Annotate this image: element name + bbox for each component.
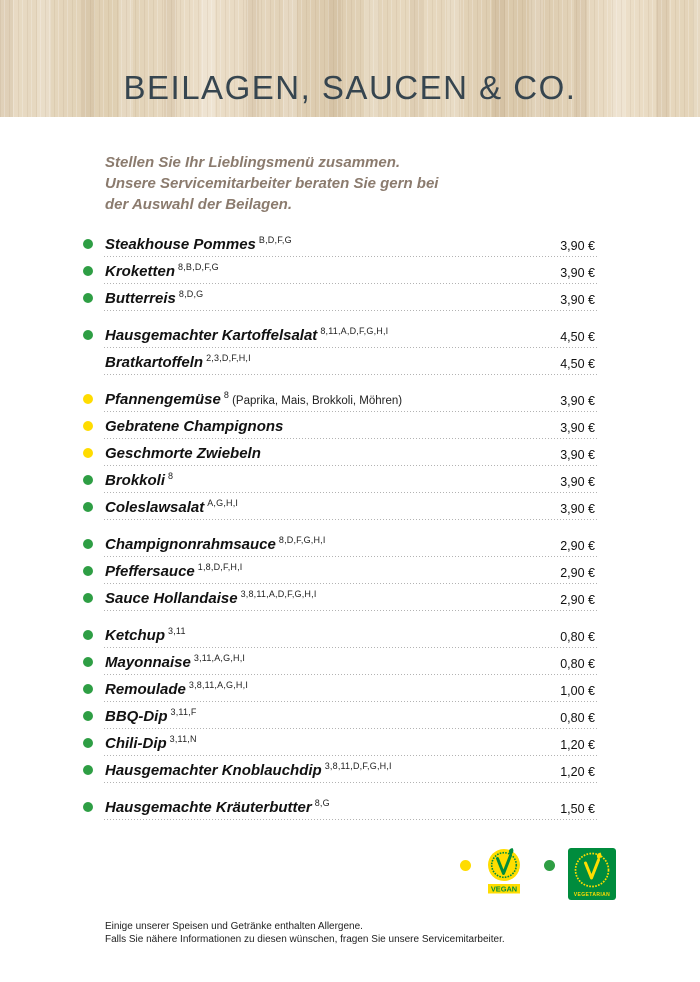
item-price: 1,00 € bbox=[560, 684, 595, 698]
vegan-badge-label: VEGAN bbox=[490, 884, 518, 894]
item-name: Ketchup bbox=[105, 627, 165, 644]
menu-item-row bbox=[0, 414, 700, 441]
item-name: Chili-Dip bbox=[105, 735, 167, 752]
dotted-leader bbox=[104, 818, 598, 820]
allergen-superscript: 3,11 bbox=[168, 626, 186, 636]
allergen-superscript: A,G,H,I bbox=[207, 498, 239, 508]
diet-dot-icon bbox=[83, 657, 93, 667]
menu-item-row bbox=[0, 559, 700, 586]
item-name: Butterreis bbox=[105, 290, 176, 307]
dotted-leader bbox=[104, 673, 598, 675]
item-name: Brokkoli bbox=[105, 472, 166, 489]
menu-item-row bbox=[0, 677, 700, 704]
dotted-leader bbox=[104, 609, 598, 611]
dotted-leader bbox=[104, 410, 598, 412]
item-name: Bratkartoffeln bbox=[105, 354, 204, 371]
menu-item-row bbox=[0, 387, 700, 414]
intro-text bbox=[105, 152, 438, 215]
intro-line: Unsere Servicemitarbeiter beraten Sie gern bei bbox=[105, 175, 439, 192]
diet-dot-icon bbox=[83, 266, 93, 276]
menu-item-row bbox=[0, 650, 700, 677]
diet-dot-icon bbox=[83, 239, 93, 249]
page-header bbox=[0, 0, 700, 117]
item-name: Mayonnaise bbox=[105, 654, 191, 671]
menu-item-row bbox=[0, 758, 700, 785]
item-name: Sauce Hollandaise bbox=[105, 590, 238, 607]
item-name: Gebratene Champignons bbox=[105, 418, 284, 435]
diet-dot-icon bbox=[83, 593, 93, 603]
menu-item-row bbox=[0, 586, 700, 613]
diet-dot-icon bbox=[83, 475, 93, 485]
item-name: Hausgemachter Knoblauchdip bbox=[105, 762, 322, 779]
diet-dot-icon bbox=[83, 711, 93, 721]
intro-line: der Auswahl der Beilagen. bbox=[105, 196, 292, 213]
allergen-superscript: 8,D,F,G,H,I bbox=[278, 535, 326, 545]
allergen-superscript: 3,8,11,A,D,F,G,H,I bbox=[240, 589, 317, 599]
allergen-superscript: 3,11,N bbox=[169, 734, 197, 744]
item-price: 3,90 € bbox=[560, 266, 595, 280]
diet-dot-icon bbox=[83, 566, 93, 576]
dotted-leader bbox=[104, 754, 598, 756]
vegetarian-dot-icon bbox=[544, 860, 555, 871]
dotted-leader bbox=[104, 255, 598, 257]
allergen-superscript: 3,8,11,A,G,H,I bbox=[188, 680, 249, 690]
item-price: 0,80 € bbox=[560, 711, 595, 725]
item-price: 3,90 € bbox=[560, 293, 595, 307]
menu-group bbox=[0, 387, 700, 522]
allergen-superscript: 8,B,D,F,G bbox=[178, 262, 219, 272]
allergen-superscript: 8,G bbox=[314, 798, 330, 808]
menu-item-row bbox=[0, 623, 700, 650]
diet-dot-icon bbox=[83, 502, 93, 512]
menu-item-row bbox=[0, 532, 700, 559]
item-name: Kroketten bbox=[105, 263, 176, 280]
allergen-superscript: 3,11,F bbox=[170, 707, 197, 717]
dotted-leader bbox=[104, 781, 598, 783]
item-price: 4,50 € bbox=[560, 357, 595, 371]
allergen-superscript: 8,11,A,D,F,G,H,I bbox=[320, 326, 389, 336]
menu-group bbox=[0, 795, 700, 822]
diet-dot-icon bbox=[83, 330, 93, 340]
allergen-superscript: 2,3,D,F,H,I bbox=[206, 353, 251, 363]
diet-dot-icon bbox=[83, 448, 93, 458]
dotted-leader bbox=[104, 437, 598, 439]
menu-item-row bbox=[0, 350, 700, 377]
vegan-dot-icon bbox=[460, 860, 471, 871]
item-price: 3,90 € bbox=[560, 475, 595, 489]
menu-group bbox=[0, 532, 700, 613]
menu-item-row bbox=[0, 323, 700, 350]
item-name: BBQ-Dip bbox=[105, 708, 168, 725]
item-name: Pfannengemüse bbox=[105, 391, 221, 408]
dotted-leader bbox=[104, 700, 598, 702]
vegetarian-badge-icon bbox=[568, 848, 616, 900]
item-price: 3,90 € bbox=[560, 421, 595, 435]
diet-dot-icon bbox=[83, 539, 93, 549]
diet-dot-icon bbox=[83, 765, 93, 775]
dotted-leader bbox=[104, 646, 598, 648]
item-name: Steakhouse Pommes bbox=[105, 236, 256, 253]
intro-line: Stellen Sie Ihr Lieblingsmenü zusammen. bbox=[105, 154, 401, 171]
menu-item-row bbox=[0, 232, 700, 259]
item-price: 1,20 € bbox=[560, 738, 595, 752]
dotted-leader bbox=[104, 555, 598, 557]
menu-item-row bbox=[0, 704, 700, 731]
item-price: 1,20 € bbox=[560, 765, 595, 779]
item-name: Hausgemachte Kräuterbutter bbox=[105, 799, 312, 816]
menu-list bbox=[0, 232, 700, 822]
diet-dot-icon bbox=[83, 738, 93, 748]
allergen-superscript: 8,D,G bbox=[178, 289, 204, 299]
item-note: (Paprika, Mais, Brokkoli, Möhren) bbox=[232, 395, 403, 407]
item-name: Remoulade bbox=[105, 681, 186, 698]
dotted-leader bbox=[104, 727, 598, 729]
dotted-leader bbox=[104, 582, 598, 584]
dotted-leader bbox=[104, 518, 598, 520]
allergen-superscript: 8 bbox=[223, 390, 230, 400]
diet-legend bbox=[460, 848, 616, 900]
allergen-superscript: 3,8,11,D,F,G,H,I bbox=[324, 761, 392, 771]
menu-item-row bbox=[0, 286, 700, 313]
allergen-footnote bbox=[105, 921, 505, 946]
menu-group bbox=[0, 323, 700, 377]
item-name: Champignonrahmsauce bbox=[105, 536, 276, 553]
menu-item-row bbox=[0, 495, 700, 522]
item-price: 4,50 € bbox=[560, 330, 595, 344]
diet-dot-icon bbox=[83, 421, 93, 431]
vegetarian-badge-label: VEGETARIAN bbox=[573, 892, 611, 899]
diet-dot-icon bbox=[83, 802, 93, 812]
diet-dot-icon bbox=[83, 630, 93, 640]
item-price: 0,80 € bbox=[560, 657, 595, 671]
item-price: 3,90 € bbox=[560, 394, 595, 408]
item-name: Hausgemachter Kartoffelsalat bbox=[105, 327, 318, 344]
vegan-badge-icon bbox=[484, 848, 524, 894]
menu-group bbox=[0, 623, 700, 785]
menu-item-row bbox=[0, 795, 700, 822]
dotted-leader bbox=[104, 282, 598, 284]
menu-item-row bbox=[0, 441, 700, 468]
item-price: 0,80 € bbox=[560, 630, 595, 644]
allergen-superscript: B,D,F,G bbox=[258, 235, 292, 245]
footnote-line: Einige unserer Speisen und Getränke enthalten Allergene. bbox=[105, 921, 363, 932]
diet-dot-icon bbox=[83, 684, 93, 694]
menu-group bbox=[0, 232, 700, 313]
allergen-superscript: 1,8,D,F,H,I bbox=[197, 562, 243, 572]
item-name: Geschmorte Zwiebeln bbox=[105, 445, 261, 462]
item-price: 1,50 € bbox=[560, 802, 595, 816]
dotted-leader bbox=[104, 346, 598, 348]
dotted-leader bbox=[104, 464, 598, 466]
allergen-superscript: 3,11,A,G,H,I bbox=[193, 653, 246, 663]
dotted-leader bbox=[104, 309, 598, 311]
item-price: 3,90 € bbox=[560, 239, 595, 253]
item-name: Pfeffersauce bbox=[105, 563, 195, 580]
item-price: 2,90 € bbox=[560, 593, 595, 607]
allergen-superscript: 8 bbox=[168, 471, 174, 481]
diet-dot-icon bbox=[83, 293, 93, 303]
page-title: BEILAGEN, SAUCEN & CO. bbox=[123, 69, 577, 106]
item-price: 3,90 € bbox=[560, 448, 595, 462]
menu-item-row bbox=[0, 259, 700, 286]
dotted-leader bbox=[104, 373, 598, 375]
diet-dot-icon bbox=[83, 394, 93, 404]
item-name: Coleslawsalat bbox=[105, 499, 205, 516]
menu-item-row bbox=[0, 731, 700, 758]
dotted-leader bbox=[104, 491, 598, 493]
item-price: 2,90 € bbox=[560, 566, 595, 580]
footnote-line: Falls Sie nähere Informationen zu diesen wünschen, fragen Sie unsere Servicemitarbeiter. bbox=[105, 933, 505, 945]
item-price: 3,90 € bbox=[560, 502, 595, 516]
menu-item-row bbox=[0, 468, 700, 495]
item-price: 2,90 € bbox=[560, 539, 595, 553]
